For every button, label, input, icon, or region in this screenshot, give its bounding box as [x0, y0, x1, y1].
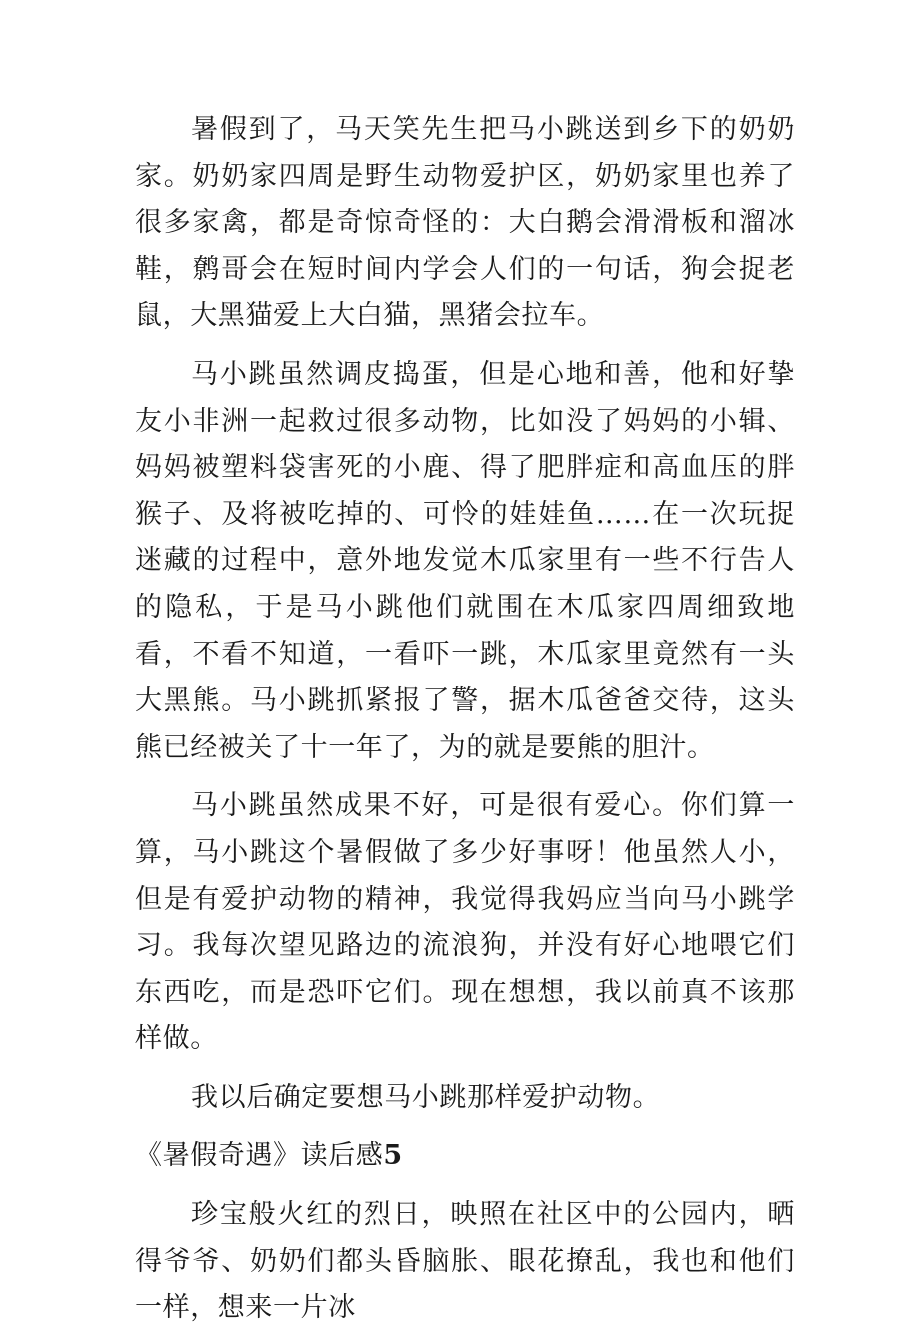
paragraph-1: 暑假到了，马天笑先生把马小跳送到乡下的奶奶家。奶奶家四周是野生动物爱护区，奶奶家里也养了很多家禽，都是奇惊奇怪的：大白鹅会滑滑板和溜冰鞋，鹩哥会在短时间内学会人们的一句话，狗会捉老鼠，大黑猫爱上大白猫，黑猪会拉车。	[135, 114, 795, 332]
paragraph-3: 马小跳虽然成果不好，可是很有爱心。你们算一算，马小跳这个暑假做了多少好事呀！他虽然人小，但是有爱护动物的精神，我觉得我妈应当向马小跳学习。我每次望见路边的流浪狗，并没有好心地喂它们东西吃，而是恐吓它们。现在想想，我以前真不该那样做。	[135, 790, 795, 1055]
section-heading-number: 5	[383, 1140, 403, 1172]
paragraph-2: 马小跳虽然调皮捣蛋，但是心地和善，他和好挚友小非洲一起救过很多动物，比如没了妈妈的小辑、妈妈被塑料袋害死的小鹿、得了肥胖症和高血压的胖猴子、及将被吃掉的、可怜的娃娃鱼……在一次玩捉迷藏的过程中，意外地发觉木瓜家里有一些不行告人的隐私，于是马小跳他们就围在木瓜家四周细致地看，不看不知道，一看吓一跳，木瓜家里竟然有一头大黑熊。马小跳抓紧报了警，据木瓜爸爸交待，这头熊已经被关了十一年了，为的就是要熊的胆汁。	[135, 358, 795, 763]
paragraph-5: 珍宝般火红的烈日，映照在社区中的公园内，晒得爷爷、奶奶们都头昏脑胀、眼花撩乱，我也和他们一样，想来一片冰	[135, 1199, 795, 1324]
section-heading-title: 《暑假奇遇》读后感	[135, 1140, 384, 1172]
document-body	[135, 107, 795, 1344]
section-heading	[135, 1133, 795, 1180]
paragraph-4: 我以后确定要想马小跳那样爱护动物。	[191, 1081, 661, 1113]
